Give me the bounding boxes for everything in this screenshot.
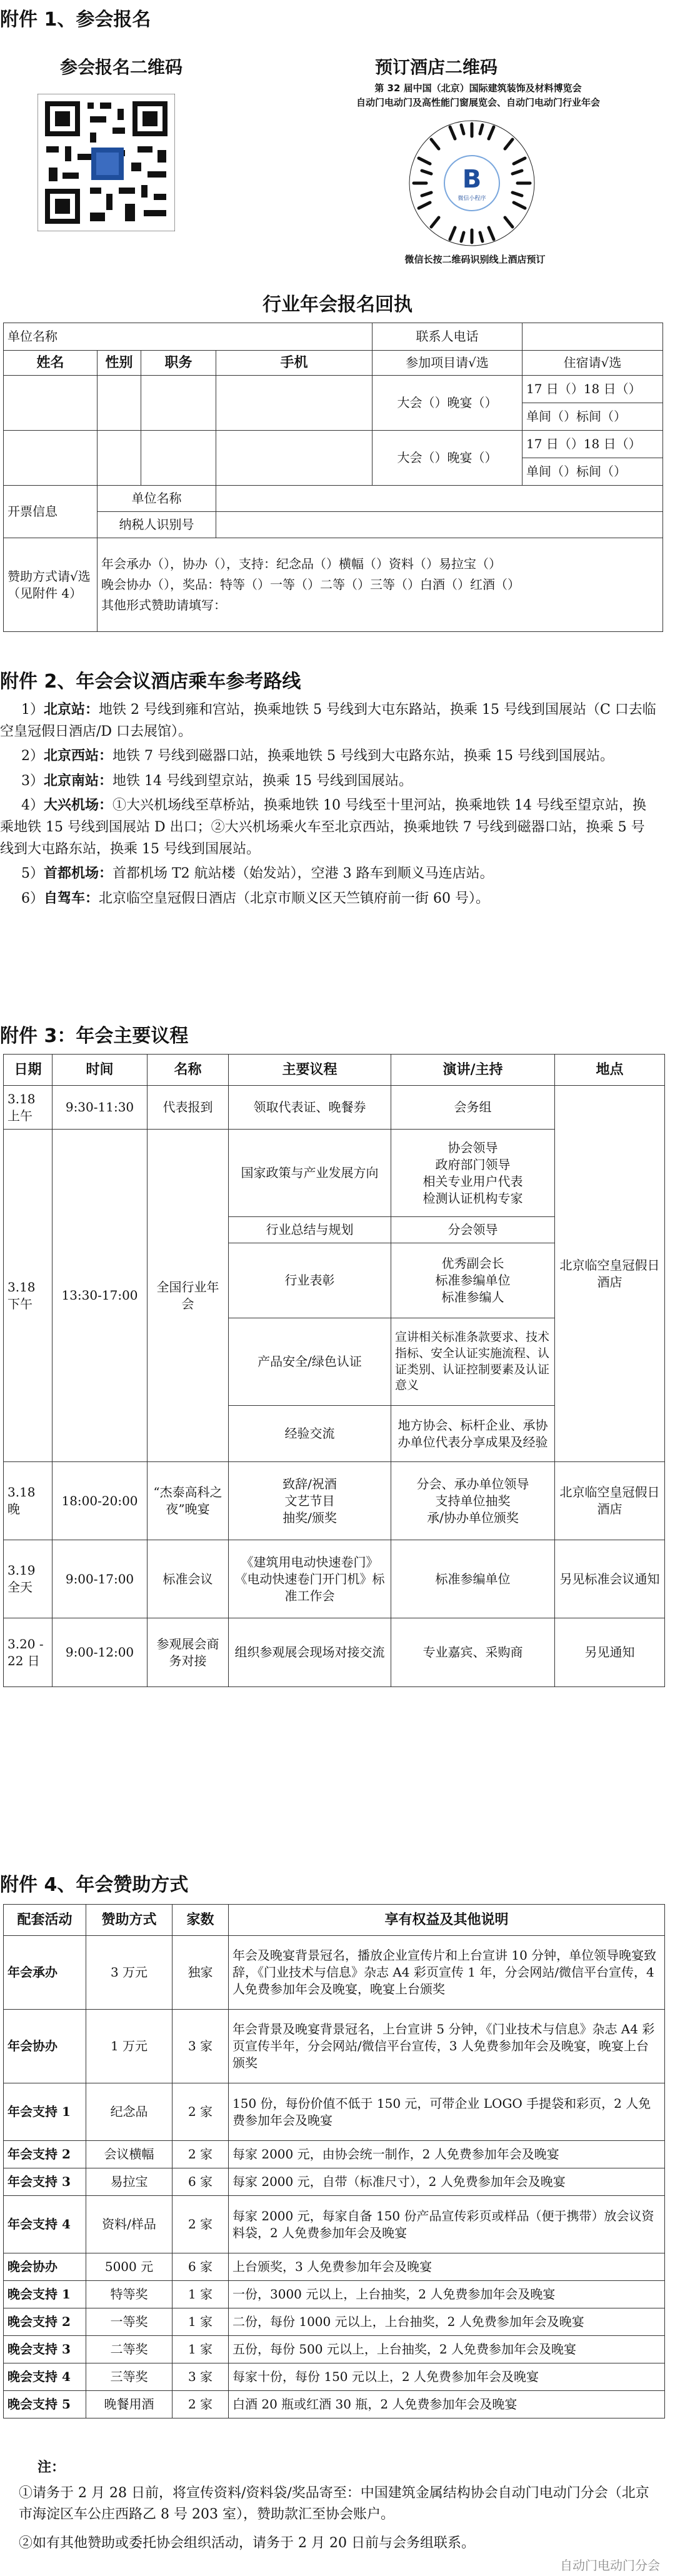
stay-dates-1[interactable]: 17 日（）18 日（）: [522, 376, 663, 403]
agenda-host: 地方协会、标杆企业、承协办单位代表分享成果及经验: [391, 1406, 555, 1462]
route-item: 3）北京南站：地铁 14 号线到望京站，换乘 15 号线到国展站。: [21, 773, 412, 789]
route-item: 2）北京西站：地铁 7 号线到磁器口站，换乘地铁 5 号线到大屯路东站，换乘 15 号线到国展站。: [21, 748, 614, 764]
agenda-header-host: 演讲/主持: [391, 1055, 555, 1086]
col-header-stay: 住宿请√选: [522, 351, 663, 376]
agenda-item: 《建筑用电动快速卷门》《电动快速卷门开门机》标准工作会: [229, 1540, 391, 1618]
sponsor-header-activity: 配套活动: [4, 1905, 86, 1936]
agenda-host: 宣讲相关标准条款要求、技术指标、安全认证实施流程、认证类别、认证控制要素及认证意义: [391, 1318, 555, 1406]
qr-right-title: 预订酒店二维码: [375, 57, 498, 78]
sponsor-mode: 三等奖: [86, 2363, 172, 2391]
room-type-2[interactable]: 单间（）标间（）: [522, 458, 663, 486]
agenda-time: 18:00-20:00: [52, 1462, 148, 1540]
agenda-place: 北京临空皇冠假日酒店: [555, 1462, 665, 1540]
col-header-mobile: 手机: [216, 351, 372, 376]
sponsor-header-benefits: 享有权益及其他说明: [229, 1905, 665, 1936]
sponsor-mode: 资料/样品: [86, 2196, 172, 2253]
agenda-table: [3, 1054, 665, 1687]
agenda-header-date: 日期: [4, 1055, 52, 1086]
sponsor-benefits: 五份，每份 500 元以上，上台抽奖，2 人免费参加年会及晚宴: [229, 2336, 665, 2363]
sponsor-options[interactable]: [98, 538, 663, 632]
sponsor-count: 2 家: [172, 2141, 229, 2168]
agenda-name: 全国行业年会: [148, 1130, 229, 1462]
sponsor-header-mode: 赞助方式: [86, 1905, 172, 1936]
agenda-time: 9:00-17:00: [52, 1540, 148, 1618]
agenda-date: 3.18 上午: [4, 1086, 52, 1130]
sponsor-line-1[interactable]: 年会承办（），协办（），支持：纪念品（）横幅（）资料（）易拉宝（）: [101, 556, 501, 571]
col-header-attend: 参加项目请√选: [372, 351, 522, 376]
agenda-time: 13:30-17:00: [52, 1130, 148, 1462]
sponsor-mode: 会议横幅: [86, 2141, 172, 2168]
unit-name-label: 单位名称: [8, 329, 58, 344]
name-input-1[interactable]: [4, 376, 98, 431]
route-item: 4）大兴机场：①大兴机场线至草桥站，换乘地铁 10 号线至十里河站，换乘地铁 14 号线至望京站，换乘地铁 15 号线到国展站 D 出口；②大兴机场乘火车至北京西站，换乘地铁 7 号线到磁器口站，换乘 5 号线到大屯路东站，换乘 15 号线到国展站。: [0, 797, 646, 858]
sponsor-benefits: 上台颁奖，3 人免费参加年会及晚宴: [229, 2253, 665, 2281]
sponsor-count: 3 家: [172, 2363, 229, 2391]
agenda-item: 组织参观展会现场对接交流: [229, 1618, 391, 1687]
note-1: ①请务于 2 月 28 日前，将宣传资料/资料袋/奖品寄至：中国建筑金属结构协会自动门电动门分会（北京市海淀区车公庄西路乙 8 号 203 室），赞助款汇至协会账户。: [19, 2485, 649, 2523]
name-input-2[interactable]: [4, 431, 98, 486]
agenda-name: 参观展会商务对接: [148, 1618, 229, 1687]
registration-form-table: [3, 323, 663, 632]
sponsor-activity: 晚会支持 4: [4, 2363, 86, 2391]
agenda-item: 行业总结与规划: [229, 1217, 391, 1243]
invoice-label: 开票信息: [4, 486, 98, 538]
contact-label: 联系人电话: [372, 323, 522, 351]
sponsor-benefits: 每家 2000 元，由协会统一制作，2 人免费参加年会及晚宴: [229, 2141, 665, 2168]
agenda-header-time: 时间: [52, 1055, 148, 1086]
sponsorship-table: [3, 1904, 665, 2418]
agenda-host: 专业嘉宾、采购商: [391, 1618, 555, 1687]
sponsor-mode: 3 万元: [86, 1936, 172, 2010]
position-input-2[interactable]: [141, 431, 216, 486]
route-item: 6）自驾车：北京临空皇冠假日酒店（北京市顺义区天竺镇府前一街 60 号）。: [21, 890, 489, 906]
sponsor-count: 2 家: [172, 2196, 229, 2253]
agenda-item: 经验交流: [229, 1406, 391, 1462]
sponsor-line-2[interactable]: 晚会协办（），奖品：特等（）一等（）二等（）三等（）白酒（）红酒（）: [101, 577, 520, 592]
gender-input-2[interactable]: [98, 431, 141, 486]
mini-program-logo: B: [462, 165, 482, 194]
agenda-header-agenda: 主要议程: [229, 1055, 391, 1086]
agenda-host: 标准参编单位: [391, 1540, 555, 1618]
agenda-host: 会务组: [391, 1086, 555, 1130]
section3-title: 附件 3：年会主要议程: [0, 1025, 189, 1047]
watermark: 自动门电动门分会: [560, 2558, 660, 2573]
agenda-name: “杰泰高科之夜”晚宴: [148, 1462, 229, 1540]
agenda-name: 标准会议: [148, 1540, 229, 1618]
position-input-1[interactable]: [141, 376, 216, 431]
sponsor-mode: 纪念品: [86, 2083, 172, 2141]
registration-qr-code[interactable]: [38, 94, 175, 231]
sponsor-count: 3 家: [172, 2010, 229, 2083]
sponsor-benefits: 每家十份，每份 150 元以上，2 人免费参加年会及晚宴: [229, 2363, 665, 2391]
form-title: 行业年会报名回执: [262, 294, 412, 316]
sponsor-count: 1 家: [172, 2281, 229, 2308]
agenda-item: 行业表彰: [229, 1243, 391, 1318]
sponsor-benefits: 每家 2000 元，每家自备 150 份产品宣传彩页或样品（便于携带）放会议资料袋，2 人免费参加年会及晚宴: [229, 2196, 665, 2253]
expo-line-1: 第 32 届中国（北京）国际建筑装饰及材料博览会: [374, 83, 582, 94]
sponsor-count: 2 家: [172, 2391, 229, 2418]
sponsor-activity: 年会支持 3: [4, 2168, 86, 2196]
attend-option-1[interactable]: 大会（）晚宴（）: [372, 376, 522, 431]
sponsor-label: 赞助方式请√选（见附件 4）: [4, 538, 98, 632]
sponsor-count: 独家: [172, 1936, 229, 2010]
sponsor-count: 6 家: [172, 2253, 229, 2281]
hotel-booking-qr-code[interactable]: [406, 118, 538, 249]
sponsor-benefits: 年会及晚宴背景冠名，播放企业宣传片和上台宣讲 10 分钟，单位领导晚宴致辞，《门业技术与信息》杂志 A4 彩页宣传 1 年，分会网站/微信平台宣传，4 人免费参加年会及晚宴，晚宴上台颁奖: [229, 1936, 665, 2010]
col-header-name: 姓名: [4, 351, 98, 376]
section2-title: 附件 2、年会会议酒店乘车参考路线: [0, 671, 301, 693]
agenda-host: 分会、承办单位领导 支持单位抽奖 承/协办单位颁奖: [391, 1462, 555, 1540]
stay-dates-2[interactable]: 17 日（）18 日（）: [522, 431, 663, 458]
note-title: 注：: [38, 2459, 66, 2475]
agenda-host: 协会领导 政府部门领导 相关专业用户代表 检测认证机构专家: [391, 1130, 555, 1217]
wechat-caption: 微信长按二维码识别线上酒店预订: [404, 254, 546, 265]
agenda-time: 9:30-11:30: [52, 1086, 148, 1130]
mini-program-label: 微信小程序: [458, 196, 486, 202]
agenda-place: 另见标准会议通知: [555, 1540, 665, 1618]
agenda-item: 产品安全/绿色认证: [229, 1318, 391, 1406]
sponsor-mode: 晚餐用酒: [86, 2391, 172, 2418]
sponsor-benefits: 白酒 20 瓶或红酒 30 瓶，2 人免费参加年会及晚宴: [229, 2391, 665, 2418]
room-type-1[interactable]: 单间（）标间（）: [522, 403, 663, 431]
gender-input-1[interactable]: [98, 376, 141, 431]
sponsor-benefits: 年会背景及晚宴背景冠名，上台宣讲 5 分钟，《门业技术与信息》杂志 A4 彩页宣传半年，分会网站/微信平台宣传，3 人免费参加年会及晚宴，晚宴上台颁奖: [229, 2010, 665, 2083]
agenda-date: 3.18 下午: [4, 1130, 52, 1462]
sponsor-count: 1 家: [172, 2336, 229, 2363]
agenda-place: 北京临空皇冠假日酒店: [555, 1086, 665, 1462]
sponsor-count: 6 家: [172, 2168, 229, 2196]
sponsor-mode: 1 万元: [86, 2010, 172, 2083]
sponsor-line-3[interactable]: 其他形式赞助请填写：: [101, 598, 226, 613]
section4-title: 附件 4、年会赞助方式: [0, 1874, 189, 1896]
sponsor-activity: 年会支持 1: [4, 2083, 86, 2141]
route-list: [0, 699, 656, 912]
unit-name-cell[interactable]: [4, 323, 372, 351]
sponsor-activity: 年会支持 2: [4, 2141, 86, 2168]
agenda-name: 代表报到: [148, 1086, 229, 1130]
agenda-date: 3.20 -22 日: [4, 1618, 52, 1687]
invoice-tax-input[interactable]: [216, 512, 663, 538]
sponsor-header-count: 家数: [172, 1905, 229, 1936]
agenda-header-place: 地点: [555, 1055, 665, 1086]
sponsor-mode: 二等奖: [86, 2336, 172, 2363]
col-header-gender: 性别: [98, 351, 141, 376]
agenda-date: 3.18 晚: [4, 1462, 52, 1540]
sponsor-activity: 晚会协办: [4, 2253, 86, 2281]
invoice-tax-label: 纳税人识别号: [98, 512, 216, 538]
col-header-position: 职务: [141, 351, 216, 376]
agenda-item: 致辞/祝酒 文艺节目 抽奖/颁奖: [229, 1462, 391, 1540]
agenda-host: 分会领导: [391, 1217, 555, 1243]
attend-option-2[interactable]: 大会（）晚宴（）: [372, 431, 522, 486]
agenda-host: 优秀副会长 标准参编单位 标准参编人: [391, 1243, 555, 1318]
sponsor-benefits: 每家 2000 元，自带（标准尺寸），2 人免费参加年会及晚宴: [229, 2168, 665, 2196]
agenda-item: 领取代表证、晚餐券: [229, 1086, 391, 1130]
contact-input[interactable]: [522, 323, 663, 351]
invoice-unit-label: 单位名称: [98, 486, 216, 512]
agenda-place: 另见通知: [555, 1618, 665, 1687]
agenda-date: 3.19 全天: [4, 1540, 52, 1618]
sponsor-activity: 晚会支持 1: [4, 2281, 86, 2308]
note-2: ②如有其他赞助或委托协会组织活动，请务于 2 月 20 日前与会务组联系。: [19, 2535, 475, 2551]
mobile-input-1[interactable]: [216, 376, 372, 431]
sponsor-count: 1 家: [172, 2308, 229, 2336]
mobile-input-2[interactable]: [216, 431, 372, 486]
sponsor-mode: 易拉宝: [86, 2168, 172, 2196]
sponsor-benefits: 二份，每份 1000 元以上，上台抽奖，2 人免费参加年会及晚宴: [229, 2308, 665, 2336]
invoice-unit-input[interactable]: [216, 486, 663, 512]
route-item: 1）北京站：地铁 2 号线到雍和宫站，换乘地铁 5 号线到大屯东路站，换乘 15 号线到国展站（C 口去临空皇冠假日酒店/D 口去展馆）。: [0, 702, 656, 740]
agenda-time: 9:00-12:00: [52, 1618, 148, 1687]
sponsor-activity: 晚会支持 2: [4, 2308, 86, 2336]
route-item: 5）首都机场：首都机场 T2 航站楼（始发站），空港 3 路车到顺义马连店站。: [21, 866, 494, 882]
sponsor-mode: 5000 元: [86, 2253, 172, 2281]
section1-title: 附件 1、参会报名: [0, 9, 151, 31]
sponsor-mode: 特等奖: [86, 2281, 172, 2308]
sponsor-activity: 晚会支持 3: [4, 2336, 86, 2363]
sponsor-benefits: 150 份，每份价值不低于 150 元，可带企业 LOGO 手提袋和彩页，2 人免费参加年会及晚宴: [229, 2083, 665, 2141]
expo-info: [341, 81, 616, 109]
sponsor-activity: 年会协办: [4, 2010, 86, 2083]
sponsor-mode: 一等奖: [86, 2308, 172, 2336]
sponsor-activity: 晚会支持 5: [4, 2391, 86, 2418]
agenda-header-name: 名称: [148, 1055, 229, 1086]
sponsor-activity: 年会支持 4: [4, 2196, 86, 2253]
expo-line-2: 自动门电动门及高性能门窗展览会、自动门电动门行业年会: [356, 96, 600, 108]
qr-left-title: 参会报名二维码: [60, 57, 183, 78]
sponsor-activity: 年会承办: [4, 1936, 86, 2010]
sponsor-benefits: 一份，3000 元以上，上台抽奖，2 人免费参加年会及晚宴: [229, 2281, 665, 2308]
sponsor-count: 2 家: [172, 2083, 229, 2141]
agenda-item: 国家政策与产业发展方向: [229, 1130, 391, 1217]
